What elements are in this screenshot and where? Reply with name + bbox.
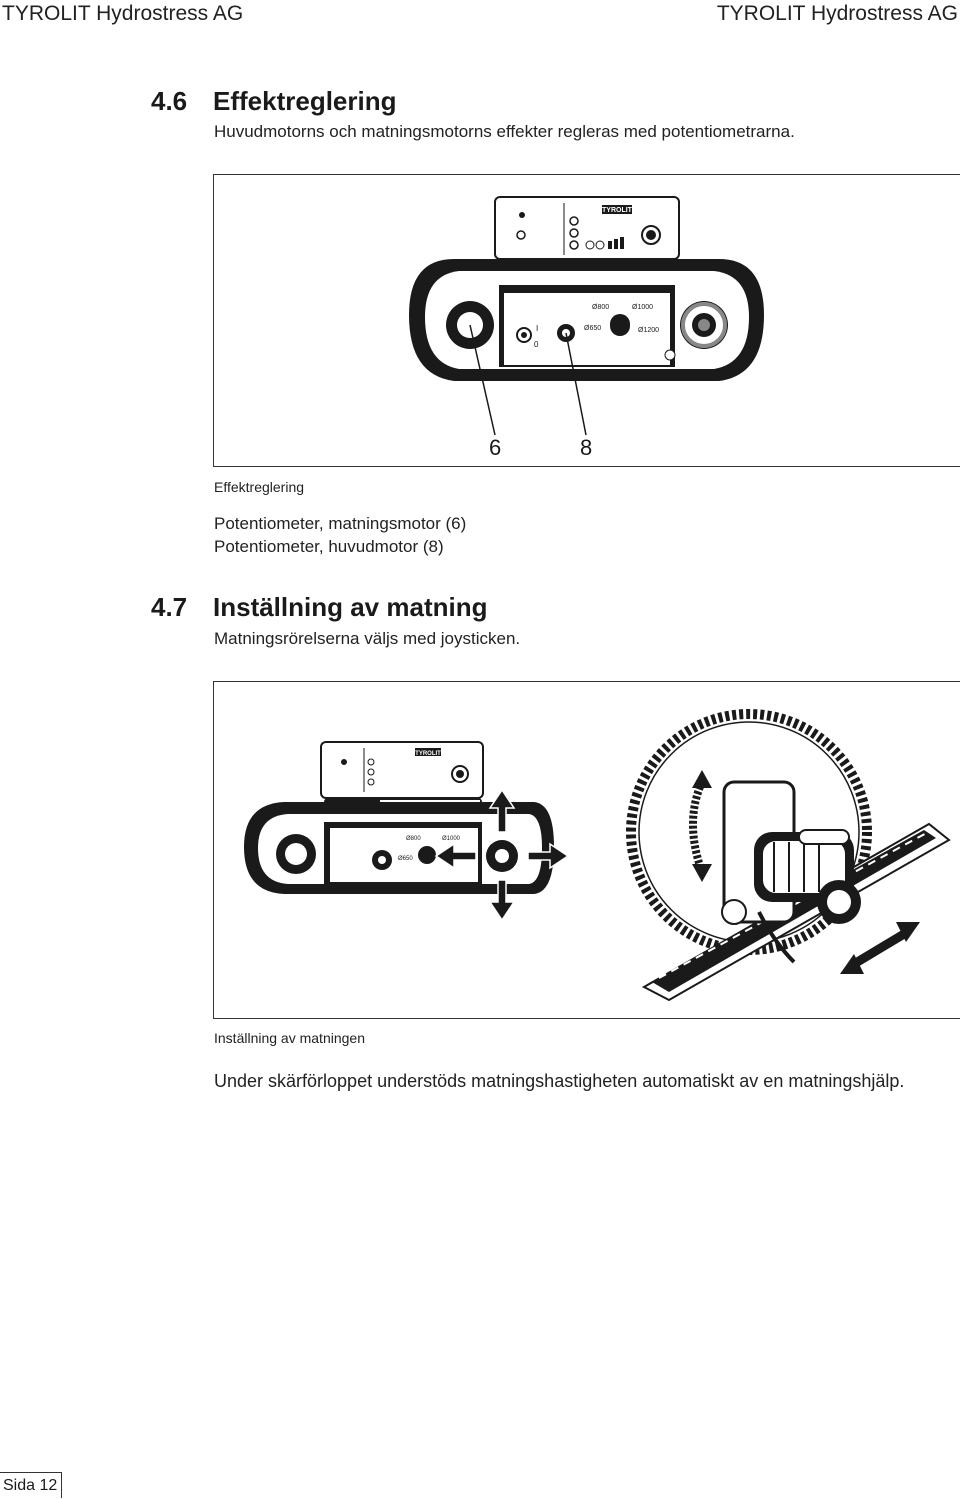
page-footer bbox=[0, 1472, 62, 1498]
figure-46-label-i-lower: I bbox=[536, 324, 539, 333]
diam-1000-label: Ø1000 bbox=[632, 304, 654, 311]
joystick-and-saw-diagram bbox=[214, 682, 960, 1018]
figure-installning-av-matningen bbox=[213, 681, 960, 1019]
section-4-7-title: Inställning av matning bbox=[213, 592, 488, 622]
section-4-6-number: 4.6 bbox=[151, 86, 188, 116]
list-item-potentiometer-feed: Potentiometer, matningsmotor (6) bbox=[214, 514, 467, 533]
figure-47-caption: Inställning av matningen bbox=[214, 1030, 365, 1046]
diam-650-label-47: Ø650 bbox=[398, 856, 413, 862]
page-number-label: Sida 12 bbox=[3, 1477, 58, 1494]
callout-8: 8 bbox=[580, 435, 593, 460]
figure-46-label-0-lower: 0 bbox=[534, 340, 539, 349]
section-4-6-intro: Huvudmotorns och matningsmotorns effekter regleras med potentiometrarna. bbox=[214, 122, 795, 141]
section-4-6-heading bbox=[151, 86, 397, 117]
section-4-7-number: 4.7 bbox=[151, 592, 188, 622]
section-4-7-intro: Matningsrörelserna väljs med joysticken. bbox=[214, 629, 521, 648]
panel-brand-text: TYROLIT bbox=[602, 207, 632, 214]
figure-effektreglering bbox=[213, 174, 960, 467]
diam-1200-label: Ø1200 bbox=[638, 327, 660, 334]
diam-1000-label-47: Ø1000 bbox=[442, 836, 461, 842]
panel-brand-text-47: TYROLIT bbox=[415, 751, 441, 757]
section-4-7-heading bbox=[151, 592, 487, 623]
diam-800-label: Ø800 bbox=[592, 304, 610, 311]
control-panel-diagram bbox=[214, 175, 960, 466]
section-4-6-title: Effektreglering bbox=[213, 86, 397, 116]
feed-direction-arrow bbox=[840, 922, 920, 974]
callout-6: 6 bbox=[489, 435, 502, 460]
diam-800-label-47: Ø800 bbox=[406, 836, 421, 842]
section-4-7-body: Under skärförloppet understöds matningshastigheten automatiskt av en matningshjälp. bbox=[214, 1071, 905, 1091]
figure-46-caption: Effektreglering bbox=[214, 479, 305, 495]
list-item-potentiometer-main: Potentiometer, huvudmotor (8) bbox=[214, 537, 444, 556]
header-left-company: TYROLIT Hydrostress AG bbox=[2, 2, 244, 25]
header-right-company: TYROLIT Hydrostress AG bbox=[716, 2, 958, 25]
diam-650-label: Ø650 bbox=[584, 325, 602, 332]
